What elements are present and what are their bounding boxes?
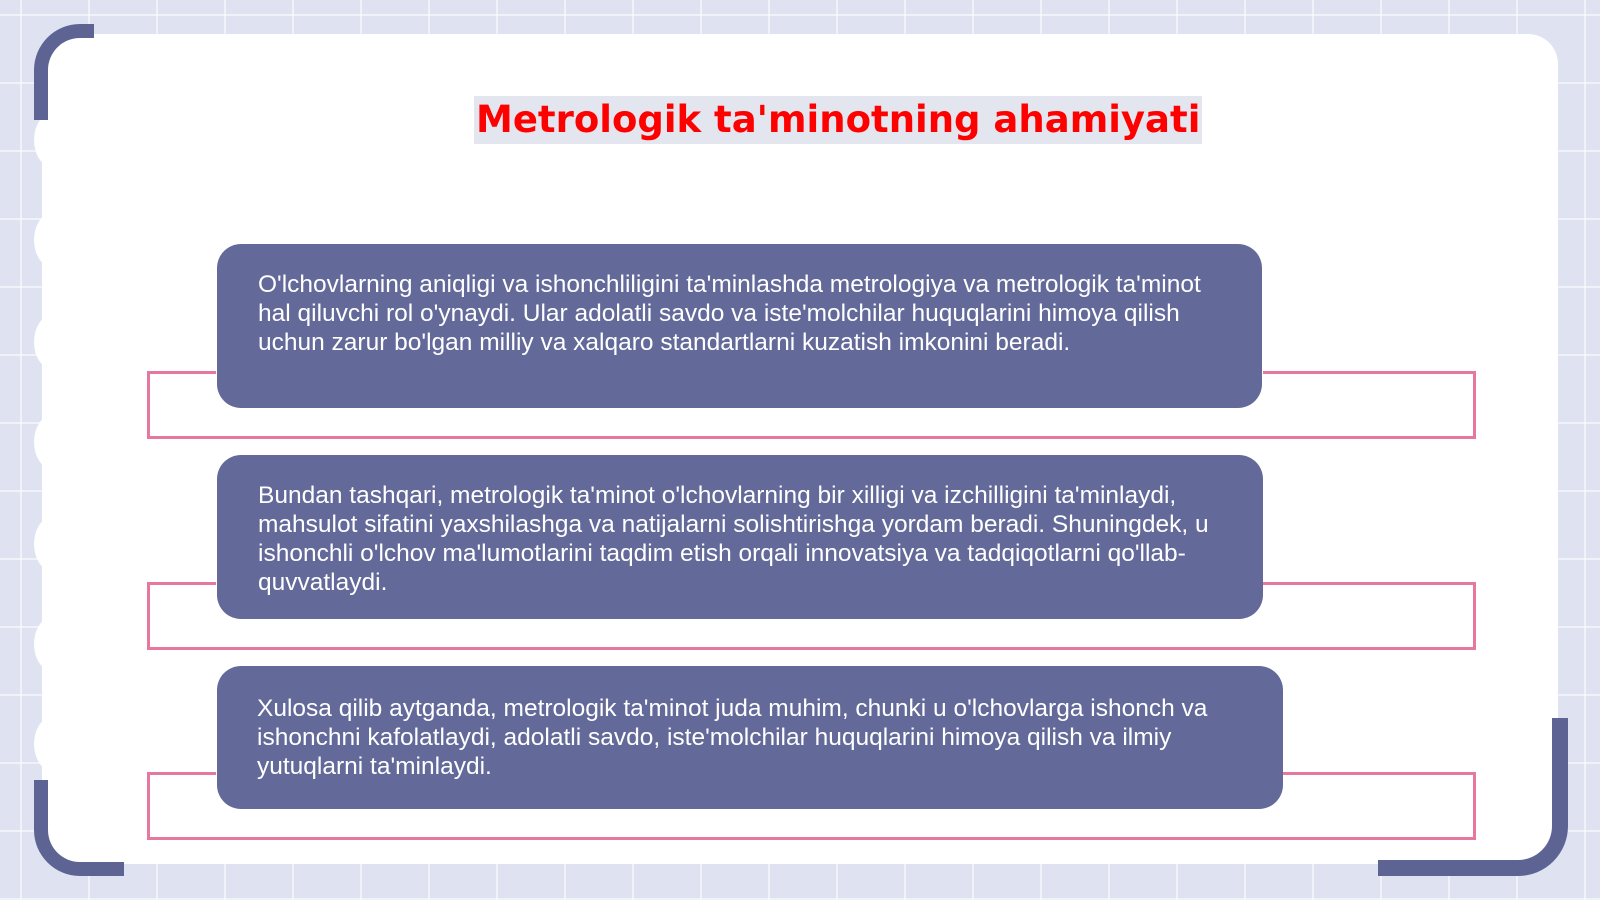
card-text: Bundan tashqari, metrologik ta'minot o'lchovlarning bir xilligi va izchilligini ta'minlaydi, mahsulot sifatini yaxshilashga va natijalarni solishtirishga yordam beradi. Shuningdek, u ishonchli o'lchov ma'lumotlarini taqdim etish orqali innovatsiya va tadqiqotlarni qo'llab-quvvatlaydi.: [258, 482, 1209, 596]
paper-scallop: [34, 616, 74, 672]
text-card-3: [217, 666, 1283, 809]
card-text: O'lchovlarning aniqligi va ishonchliligini ta'minlashda metrologiya va metrologik ta'minot hal qiluvchi rol o'ynaydi. Ular adolatli savdo va iste'molchilar huquqlarini himoya qilish uchun zarur bo'lgan milliy va xalqaro standartlarni kuzatish imkonini beradi.: [258, 271, 1201, 356]
slide-title: Metrologik ta'minotning ahamiyati: [474, 96, 1202, 144]
paper-scallop: [34, 314, 74, 370]
paper-scallop: [34, 716, 74, 772]
paper-scallop: [34, 212, 74, 268]
frame-corner-bottom-left: [34, 780, 124, 876]
text-card-1: [217, 244, 1262, 408]
text-card-2: [217, 455, 1263, 619]
paper-scallop: [34, 516, 74, 572]
frame-corner-top-left: [34, 24, 94, 120]
card-text: Xulosa qilib aytganda, metrologik ta'minot juda muhim, chunki u o'lchovlarga ishonch va ishonchni kafolatlaydi, adolatli savdo, iste'molchilar huquqlarini himoya qilish va ilmiy yutuqlarni ta'minlaydi.: [257, 695, 1208, 780]
paper-scallop: [34, 414, 74, 470]
paper-scallop: [34, 112, 74, 168]
